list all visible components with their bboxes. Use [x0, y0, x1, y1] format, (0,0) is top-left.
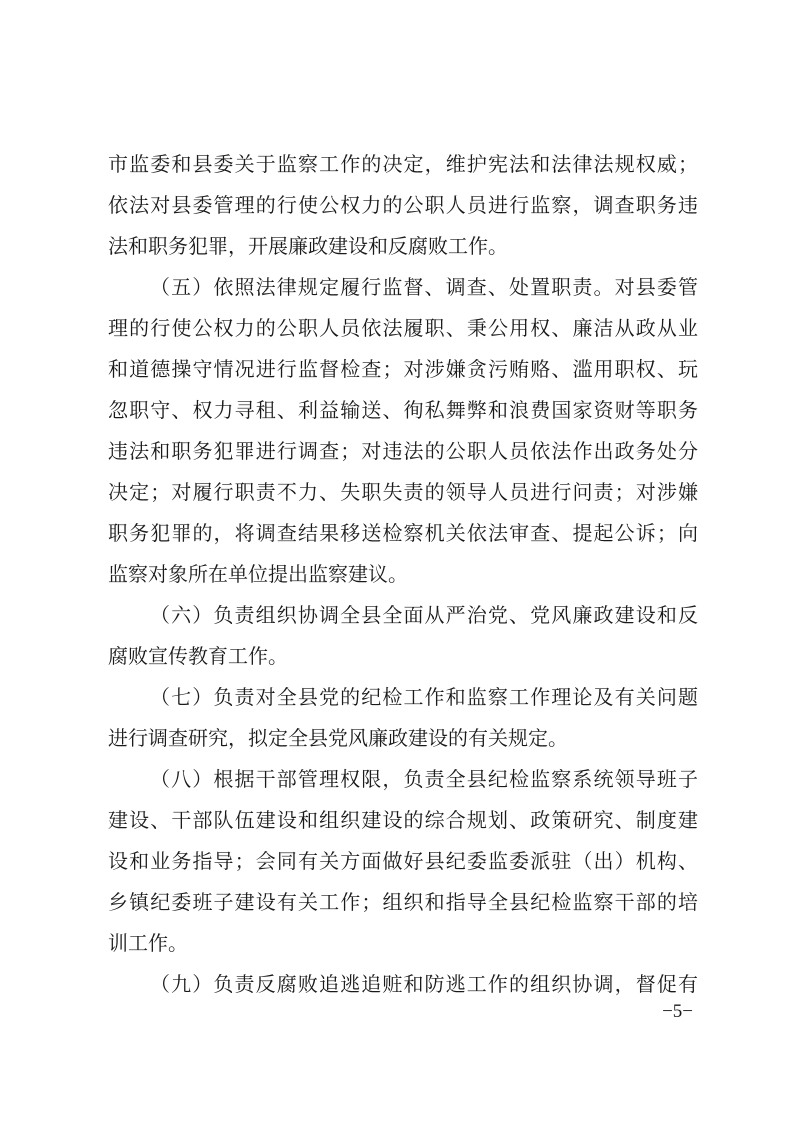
text-line: 乡镇纪委班子建设有关工作；组织和指导全县纪检监察干部的培: [108, 890, 698, 914]
text-line: （六）负责组织协调全县全面从严治党、党风廉政建设和反: [150, 603, 698, 627]
page-number: −5−: [662, 1001, 693, 1022]
text-line: （七）负责对全县党的纪检工作和监察工作理论及有关问题: [150, 685, 698, 709]
text-line: 职务犯罪的，将调查结果移送检察机关依法审查、提起公诉；向: [108, 521, 698, 545]
text-line: （八）根据干部管理权限，负责全县纪检监察系统领导班子: [150, 767, 698, 791]
text-line: 腐败宣传教育工作。: [108, 644, 288, 668]
text-line: 市监委和县委关于监察工作的决定，维护宪法和法律法规权威；: [108, 152, 698, 176]
text-line: 和道德操守情况进行监督检查；对涉嫌贪污贿赂、滥用职权、玩: [108, 357, 698, 381]
text-line: 决定；对履行职责不力、失职失责的领导人员进行问责；对涉嫌: [108, 480, 698, 504]
text-line: 训工作。: [108, 931, 188, 955]
text-line: 设和业务指导；会同有关方面做好县纪委监委派驻（出）机构、: [108, 849, 698, 873]
text-line: 依法对县委管理的行使公权力的公职人员进行监察，调查职务违: [108, 193, 698, 217]
text-line: 违法和职务犯罪进行调查；对违法的公职人员依法作出政务处分: [108, 439, 698, 463]
text-line: 法和职务犯罪，开展廉政建设和反腐败工作。: [108, 234, 508, 258]
text-line: 忽职守、权力寻租、利益输送、徇私舞弊和浪费国家资财等职务: [108, 398, 698, 422]
text-line: （九）负责反腐败追逃追赃和防逃工作的组织协调，督促有: [150, 972, 698, 996]
text-line: 理的行使公权力的公职人员依法履职、秉公用权、廉洁从政从业: [108, 316, 698, 340]
text-line: 进行调查研究，拟定全县党风廉政建设的有关规定。: [108, 726, 568, 750]
text-line: （五）依照法律规定履行监督、调查、处置职责。对县委管: [150, 275, 698, 299]
text-line: 监察对象所在单位提出监察建议。: [108, 562, 408, 586]
text-line: 建设、干部队伍建设和组织建设的综合规划、政策研究、制度建: [108, 808, 698, 832]
